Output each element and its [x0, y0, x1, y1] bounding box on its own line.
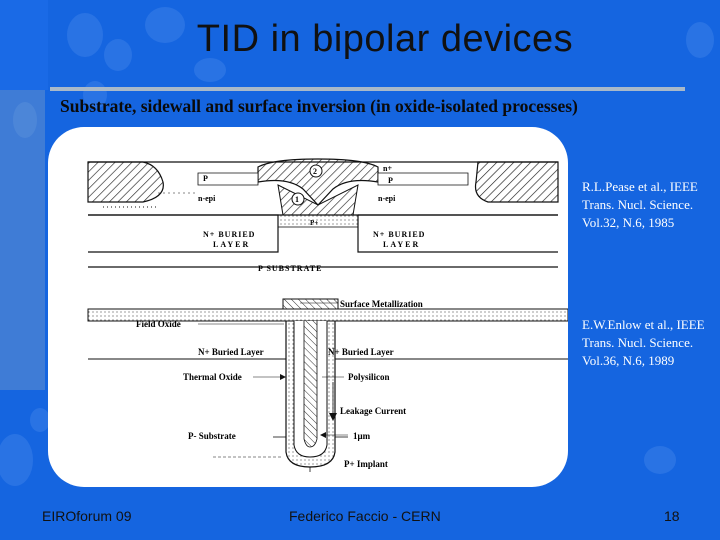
slide-subtitle: Substrate, sidewall and surface inversion (in oxide-isolated processes)	[60, 96, 578, 116]
label-buried-right-2: LAYER	[383, 240, 421, 249]
label-nepi-left: n-epi	[198, 194, 216, 203]
cross-section-diagrams	[48, 127, 568, 487]
reference-1: R.L.Pease et al., IEEE Trans. Nucl. Science. Vol.32, N.6, 1985	[582, 179, 698, 230]
label-nepi-right: n-epi	[378, 194, 396, 203]
label-p-substrate: P- Substrate	[188, 431, 236, 441]
footer-page-number: 18	[664, 508, 680, 524]
label-one-micron: 1μm	[353, 431, 371, 441]
label-nburied-right: N+ Buried Layer	[328, 347, 394, 357]
reference-2: E.W.Enlow et al., IEEE Trans. Nucl. Science. Vol.36, N.6, 1989	[582, 317, 705, 368]
label-buried-right-1: N+ BURIED	[373, 230, 426, 239]
label-p-right: P	[388, 176, 393, 185]
footer-event: EIROforum 09	[42, 508, 132, 524]
label-thermal-oxide: Thermal Oxide	[183, 372, 242, 382]
marker-1: 1	[295, 195, 299, 204]
label-surface-metal: Surface Metallization	[340, 299, 423, 309]
label-polysilicon: Polysilicon	[348, 372, 390, 382]
slide-title: TID in bipolar devices	[196, 18, 574, 60]
marker-2: 2	[313, 167, 317, 176]
label-field-oxide: Field Oxide	[136, 319, 181, 329]
top-cross-section	[88, 159, 558, 273]
label-buried-left-2: LAYER	[213, 240, 251, 249]
device-cross-section-figure	[48, 127, 568, 487]
footer-author: Federico Faccio - CERN	[289, 508, 441, 524]
title-area	[50, 0, 720, 70]
label-nplus: n+	[383, 164, 393, 173]
title-underline	[50, 87, 685, 91]
label-leakage-current: Leakage Current	[340, 406, 407, 416]
bottom-cross-section	[88, 299, 568, 472]
label-pplus: P+	[310, 219, 319, 227]
label-buried-left-1: N+ BURIED	[203, 230, 256, 239]
label-p-implant: P+ Implant	[344, 459, 388, 469]
left-accent-bar	[0, 90, 45, 390]
label-substrate: P SUBSTRATE	[258, 264, 323, 273]
label-nburied-left: N+ Buried Layer	[198, 347, 264, 357]
label-p-left: P	[203, 174, 208, 183]
